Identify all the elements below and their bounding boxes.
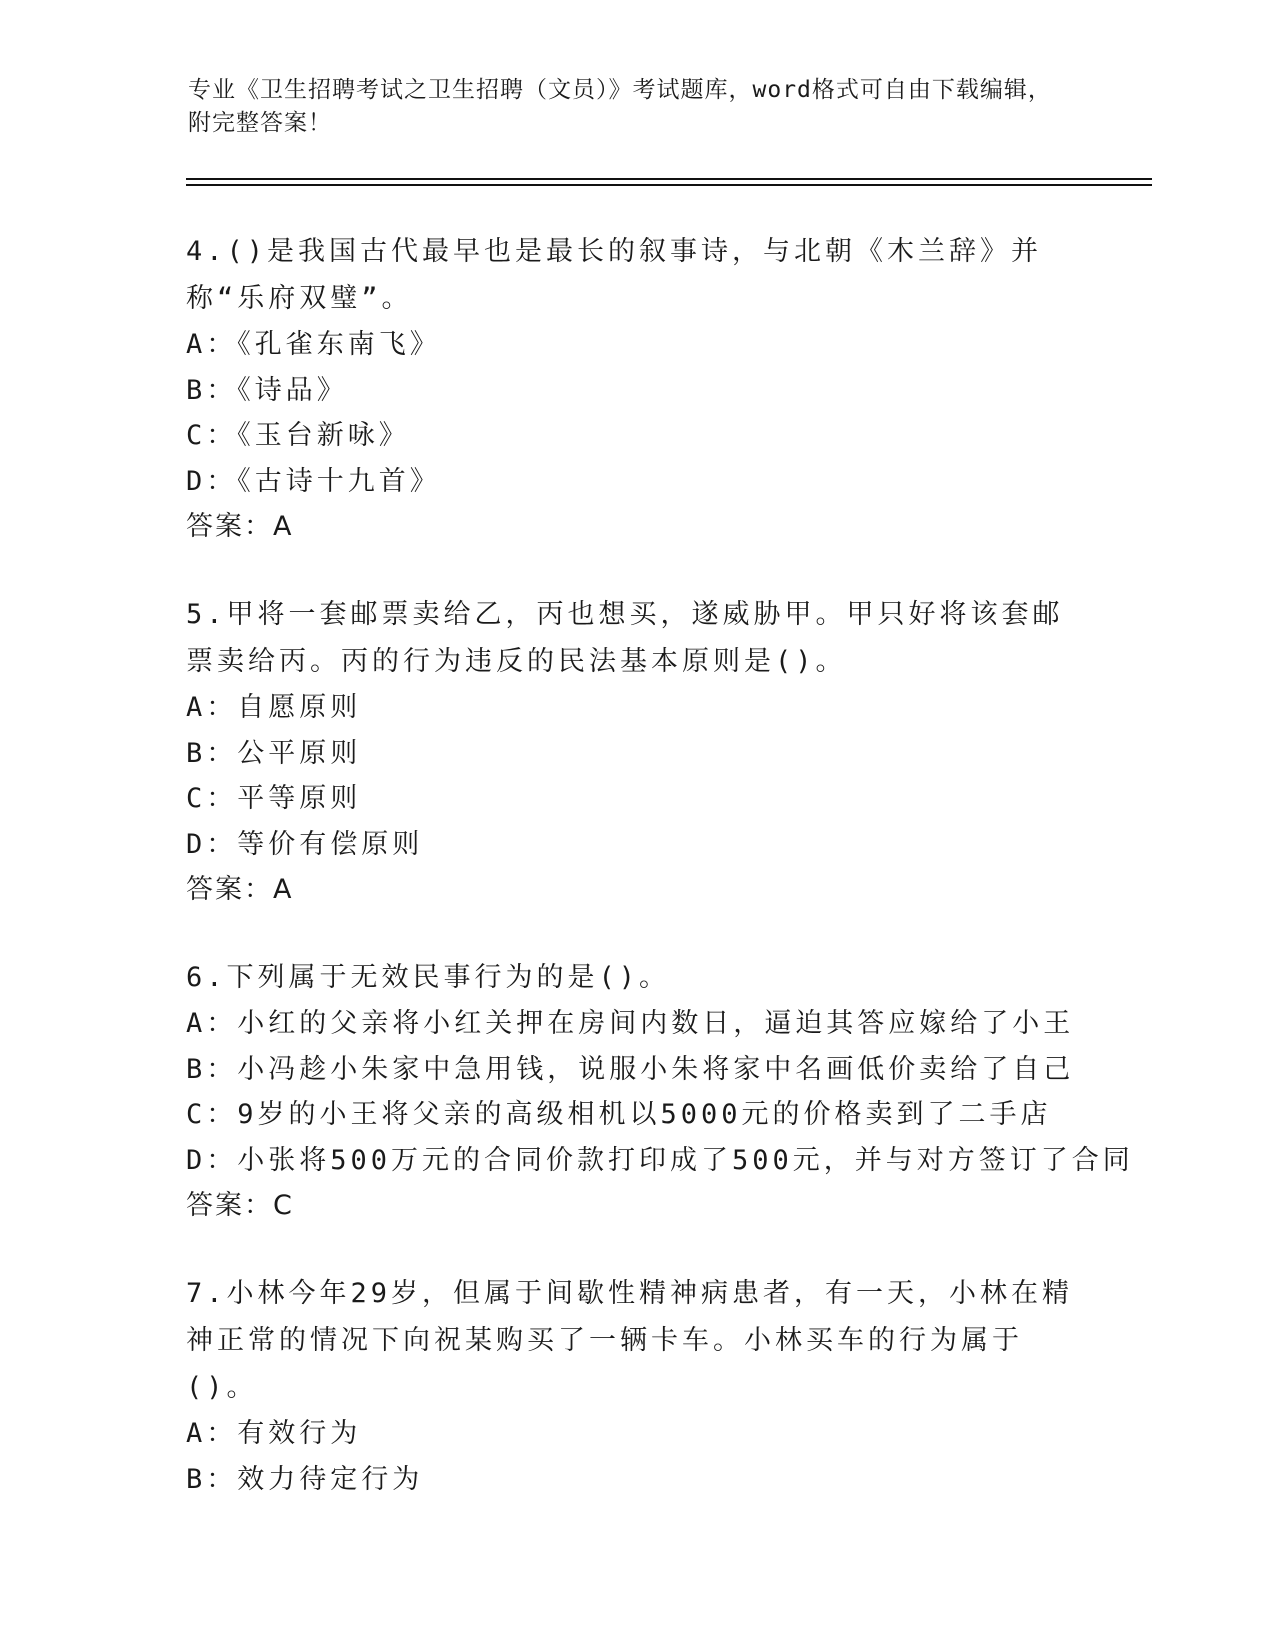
option-c: C：《玉台新咏》 <box>186 420 410 451</box>
question-stem: 5.甲将一套邮票卖给乙，丙也想买，遂威胁甲。甲只好将该套邮票卖给丙。丙的行为违反的民法基本原则是()。 <box>186 599 1064 677</box>
option-d: D：小张将500万元的合同价款打印成了500元，并与对方签订了合同 <box>186 1144 1134 1176</box>
option-a: A：有效行为 <box>186 1418 362 1449</box>
option-d: D：等价有偿原则 <box>186 828 424 860</box>
option-d: D：《古诗十九首》 <box>186 465 441 497</box>
header-divider-top <box>186 178 1152 180</box>
option-b: B：效力待定行为 <box>186 1463 424 1495</box>
question-list <box>186 228 1134 1543</box>
question-stem: 6.下列属于无效民事行为的是()。 <box>186 962 671 993</box>
question-7 <box>186 1270 1086 1502</box>
question-6 <box>186 954 1134 1229</box>
answer-line: 答案：A <box>186 874 294 905</box>
answer-line: 答案：C <box>186 1190 294 1221</box>
question-stem: 4.()是我国古代最早也是最长的叙事诗，与北朝《木兰辞》并称“乐府双璧”。 <box>186 236 1043 314</box>
option-a: A：自愿原则 <box>186 692 362 723</box>
option-b: B：公平原则 <box>186 737 362 769</box>
option-c: C：平等原则 <box>186 783 362 814</box>
question-stem: 7.小林今年29岁，但属于间歇性精神病患者，有一天，小林在精神正常的情况下向祝某购买了一辆卡车。小林买车的行为属于()。 <box>186 1278 1074 1403</box>
header-divider-bottom <box>186 184 1152 186</box>
answer-line: 答案：A <box>186 511 294 542</box>
option-b: B：《诗品》 <box>186 374 348 406</box>
document-header: 专业《卫生招聘考试之卫生招聘（文员）》考试题库，word格式可自由下载编辑，附完整答案！ <box>188 77 1052 136</box>
option-c: C：9岁的小王将父亲的高级相机以5000元的价格卖到了二手店 <box>186 1099 1052 1130</box>
question-4 <box>186 228 1086 550</box>
option-a: A：小红的父亲将小红关押在房间内数日，逼迫其答应嫁给了小王 <box>186 1008 1075 1039</box>
question-5 <box>186 591 1086 913</box>
option-b: B：小冯趁小朱家中急用钱，说服小朱将家中名画低价卖给了自己 <box>186 1053 1075 1085</box>
option-a: A：《孔雀东南飞》 <box>186 329 441 360</box>
